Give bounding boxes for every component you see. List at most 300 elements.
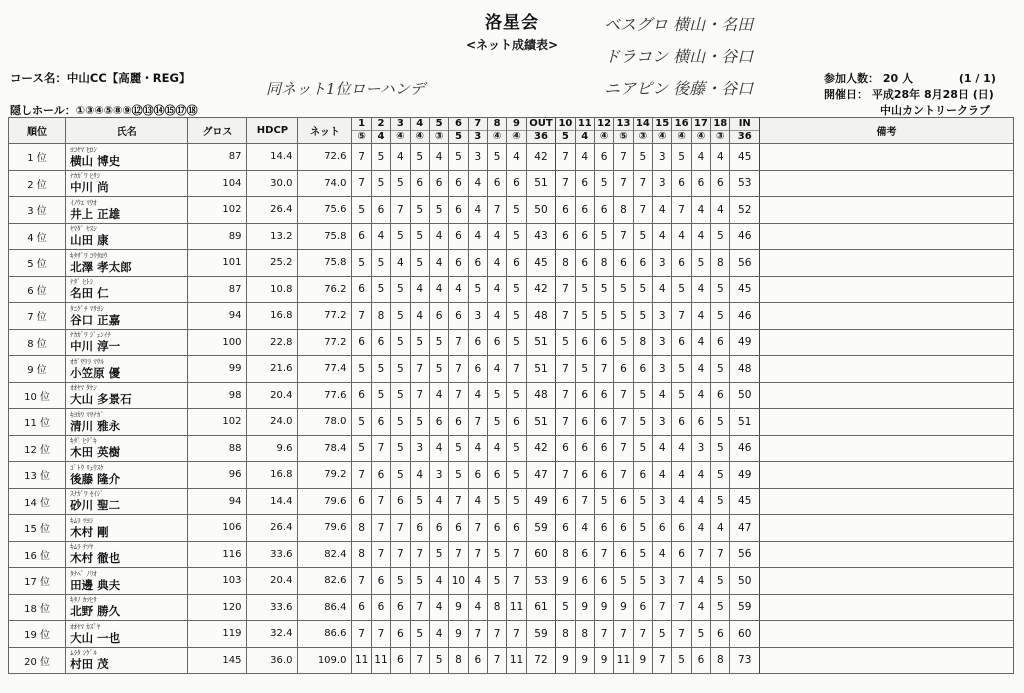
in-total-cell: 45 [730, 488, 760, 515]
header-hole-6: 6 5 [449, 118, 468, 144]
table-row [9, 568, 1014, 595]
hole-score-cell: 6 [653, 515, 672, 542]
hole-score-cell: 4 [468, 435, 487, 462]
hole-score-cell: 7 [575, 488, 594, 515]
rank-cell: 10 位 [9, 382, 66, 409]
hole-score-cell: 4 [691, 223, 710, 250]
hole-score-cell: 6 [352, 382, 371, 409]
hole-score-cell: 5 [487, 382, 506, 409]
hole-score-cell: 7 [487, 197, 506, 224]
player-name: 木村 徹也 [70, 551, 121, 566]
header-hole-1: 1 ⑤ [352, 118, 371, 144]
hole-score-cell: 6 [468, 329, 487, 356]
net-cell: 75.6 [298, 197, 352, 224]
hole-score-cell: 4 [487, 276, 506, 303]
hole-score-cell: 4 [653, 382, 672, 409]
hole-score-cell: 5 [371, 250, 390, 277]
remarks-cell [760, 541, 1014, 568]
hole-score-cell: 5 [711, 435, 730, 462]
hole-score-cell: 6 [371, 594, 390, 621]
player-name-cell [66, 647, 188, 674]
hdcp-cell: 16.8 [247, 303, 298, 330]
header-hole-5: 5 ③ [429, 118, 448, 144]
hole-score-cell: 7 [614, 223, 633, 250]
player-name: 中川 淳一 [70, 339, 121, 354]
hdcp-cell: 21.6 [247, 356, 298, 383]
hole-score-cell: 6 [449, 250, 468, 277]
net-cell: 79.6 [298, 488, 352, 515]
gross-cell: 100 [188, 329, 247, 356]
table-row [9, 250, 1014, 277]
hole-score-cell: 5 [711, 223, 730, 250]
hole-score-cell: 6 [575, 250, 594, 277]
hole-score-cell: 8 [556, 621, 575, 648]
hole-score-cell: 8 [556, 250, 575, 277]
hole-score-cell: 3 [653, 568, 672, 595]
table-row [9, 462, 1014, 489]
hole-score-cell: 7 [614, 621, 633, 648]
player-kana: ｲﾉｳｴ ﾏｻｵ [70, 198, 97, 207]
gross-cell: 94 [188, 488, 247, 515]
hole-score-cell: 4 [691, 515, 710, 542]
hole-score-cell: 5 [507, 435, 526, 462]
in-total-cell: 50 [730, 568, 760, 595]
hole-score-cell: 6 [575, 568, 594, 595]
hole-score-cell: 5 [575, 276, 594, 303]
hdcp-cell: 22.8 [247, 329, 298, 356]
hole-score-cell: 4 [711, 144, 730, 171]
hole-score-cell: 6 [556, 435, 575, 462]
net-cell: 79.2 [298, 462, 352, 489]
event-date-label: 開催日： [824, 88, 868, 101]
hole-score-cell: 4 [575, 515, 594, 542]
hole-score-cell: 5 [410, 197, 429, 224]
hole-score-cell: 5 [391, 356, 410, 383]
header-name: 氏名 [66, 118, 188, 144]
player-kana: ﾀﾆｸﾞﾁ ﾏｻﾖｼ [70, 304, 104, 313]
hole-score-cell: 6 [487, 170, 506, 197]
hole-score-cell: 5 [672, 144, 691, 171]
rank-cell: 11 位 [9, 409, 66, 436]
hole-score-cell: 5 [633, 409, 652, 436]
out-total-cell: 60 [526, 541, 556, 568]
hole-score-cell: 4 [429, 144, 448, 171]
net-cell: 77.2 [298, 329, 352, 356]
out-total-cell: 59 [526, 515, 556, 542]
hole-score-cell: 5 [575, 303, 594, 330]
hole-score-cell: 10 [449, 568, 468, 595]
hole-score-cell: 4 [672, 435, 691, 462]
hole-score-cell: 5 [391, 462, 410, 489]
player-name: 村田 茂 [70, 657, 109, 672]
hole-score-cell: 6 [371, 197, 390, 224]
hole-score-cell: 4 [468, 488, 487, 515]
hole-score-cell: 7 [410, 382, 429, 409]
hdcp-cell: 33.6 [247, 594, 298, 621]
hole-score-cell: 6 [711, 621, 730, 648]
hole-score-cell: 7 [594, 356, 613, 383]
hole-score-cell: 7 [371, 515, 390, 542]
hole-score-cell: 4 [691, 594, 710, 621]
hole-score-cell: 11 [614, 647, 633, 674]
rank-cell: 19 位 [9, 621, 66, 648]
hole-score-cell: 6 [633, 594, 652, 621]
hole-score-cell: 11 [507, 647, 526, 674]
hole-score-cell: 4 [653, 223, 672, 250]
document-title: 洛星会 [485, 13, 539, 33]
player-kana: ﾅﾀﾞ ﾋﾄｼ [70, 278, 94, 287]
hole-score-cell: 4 [691, 462, 710, 489]
player-kana: ｷﾖｶﾜ ﾏｻﾅｶﾞ [70, 410, 104, 419]
player-name-cell [66, 462, 188, 489]
net-cell: 78.0 [298, 409, 352, 436]
hole-score-cell: 6 [391, 488, 410, 515]
hole-score-cell: 3 [410, 435, 429, 462]
hole-score-cell: 7 [371, 541, 390, 568]
handwritten-note-drive-contest: ドラコン 横山・谷口 [604, 47, 754, 66]
out-total-cell: 61 [526, 594, 556, 621]
hole-score-cell: 7 [556, 409, 575, 436]
hole-score-cell: 5 [449, 435, 468, 462]
hole-score-cell: 4 [653, 197, 672, 224]
table-row [9, 382, 1014, 409]
hole-score-cell: 8 [352, 515, 371, 542]
remarks-cell [760, 303, 1014, 330]
gross-cell: 98 [188, 382, 247, 409]
hole-score-cell: 6 [352, 276, 371, 303]
hole-score-cell: 6 [449, 170, 468, 197]
out-total-cell: 51 [526, 329, 556, 356]
hdcp-cell: 10.8 [247, 276, 298, 303]
hole-score-cell: 4 [429, 621, 448, 648]
rank-cell: 2 位 [9, 170, 66, 197]
rank-cell: 8 位 [9, 329, 66, 356]
rank-cell: 15 位 [9, 515, 66, 542]
hole-score-cell: 6 [507, 250, 526, 277]
hole-score-cell: 7 [391, 197, 410, 224]
hole-score-cell: 6 [575, 223, 594, 250]
player-name-cell [66, 223, 188, 250]
in-total-cell: 52 [730, 197, 760, 224]
table-row [9, 488, 1014, 515]
hole-score-cell: 9 [575, 647, 594, 674]
hole-score-cell: 5 [371, 144, 390, 171]
hole-score-cell: 4 [468, 223, 487, 250]
hole-score-cell: 5 [352, 435, 371, 462]
player-kana: ﾑﾗﾀ ｼｹﾞﾙ [70, 649, 97, 658]
hole-score-cell: 7 [371, 435, 390, 462]
hole-score-cell: 6 [633, 250, 652, 277]
hole-score-cell: 4 [691, 382, 710, 409]
hole-score-cell: 6 [556, 197, 575, 224]
out-total-cell: 53 [526, 568, 556, 595]
hole-score-cell: 5 [594, 488, 613, 515]
header-in: IN 36 [730, 118, 760, 144]
out-total-cell: 43 [526, 223, 556, 250]
header-out: OUT 36 [526, 118, 556, 144]
hole-score-cell: 6 [487, 329, 506, 356]
hole-score-cell: 7 [633, 197, 652, 224]
table-row [9, 276, 1014, 303]
in-total-cell: 59 [730, 594, 760, 621]
hole-score-cell: 5 [410, 250, 429, 277]
hole-score-cell: 6 [449, 515, 468, 542]
gross-cell: 99 [188, 356, 247, 383]
hole-score-cell: 5 [449, 144, 468, 171]
hole-score-cell: 9 [556, 647, 575, 674]
hole-score-cell: 7 [371, 621, 390, 648]
header-hdcp: HDCP [247, 118, 298, 144]
hole-score-cell: 6 [352, 223, 371, 250]
hole-score-cell: 6 [449, 197, 468, 224]
hole-score-cell: 5 [507, 382, 526, 409]
hole-score-cell: 5 [633, 488, 652, 515]
hole-score-cell: 5 [633, 144, 652, 171]
player-name: 木村 剛 [70, 524, 109, 539]
handwritten-note-nearest-pin: ニアピン 後藤・谷口 [604, 79, 754, 98]
hole-score-cell: 6 [672, 409, 691, 436]
hole-score-cell: 6 [487, 515, 506, 542]
hole-score-cell: 4 [429, 276, 448, 303]
in-total-cell: 46 [730, 223, 760, 250]
net-cell: 79.6 [298, 515, 352, 542]
table-row [9, 329, 1014, 356]
player-kana: ﾖｺﾔﾏ ﾋﾛｼ [70, 145, 97, 154]
gross-cell: 87 [188, 144, 247, 171]
in-total-cell: 73 [730, 647, 760, 674]
hole-score-cell: 4 [429, 568, 448, 595]
hole-score-cell: 4 [487, 223, 506, 250]
hole-score-cell: 6 [449, 409, 468, 436]
hole-score-cell: 7 [468, 541, 487, 568]
out-total-cell: 48 [526, 303, 556, 330]
hole-score-cell: 7 [507, 541, 526, 568]
net-cell: 72.6 [298, 144, 352, 171]
hole-score-cell: 7 [352, 144, 371, 171]
hole-score-cell: 5 [352, 197, 371, 224]
hole-score-cell: 5 [429, 197, 448, 224]
net-cell: 82.4 [298, 541, 352, 568]
hole-score-cell: 4 [672, 488, 691, 515]
player-name-cell [66, 435, 188, 462]
hole-score-cell: 7 [410, 594, 429, 621]
hole-score-cell: 7 [653, 647, 672, 674]
out-total-cell: 42 [526, 435, 556, 462]
remarks-cell [760, 276, 1014, 303]
hole-score-cell: 5 [352, 409, 371, 436]
hole-score-cell: 5 [410, 409, 429, 436]
hole-score-cell: 7 [556, 356, 575, 383]
hole-score-cell: 5 [371, 276, 390, 303]
remarks-cell [760, 488, 1014, 515]
hole-score-cell: 4 [691, 197, 710, 224]
rank-cell: 5 位 [9, 250, 66, 277]
hole-score-cell: 3 [468, 144, 487, 171]
in-total-cell: 45 [730, 276, 760, 303]
player-kana: ｷﾑﾗ ﾃﾂﾔ [70, 543, 94, 552]
rank-cell: 3 位 [9, 197, 66, 224]
hole-score-cell: 8 [711, 250, 730, 277]
hole-score-cell: 6 [429, 170, 448, 197]
out-total-cell: 47 [526, 462, 556, 489]
hole-score-cell: 7 [468, 409, 487, 436]
rank-cell: 7 位 [9, 303, 66, 330]
hole-score-cell: 5 [633, 515, 652, 542]
hole-score-cell: 6 [429, 515, 448, 542]
hole-score-cell: 5 [429, 329, 448, 356]
rank-cell: 12 位 [9, 435, 66, 462]
hole-score-cell: 4 [429, 488, 448, 515]
hole-score-cell: 5 [507, 303, 526, 330]
player-name: 北澤 孝太郎 [70, 259, 132, 274]
in-total-cell: 60 [730, 621, 760, 648]
gross-cell: 120 [188, 594, 247, 621]
hole-score-cell: 6 [575, 435, 594, 462]
in-total-cell: 56 [730, 541, 760, 568]
hole-score-cell: 4 [487, 250, 506, 277]
net-cell: 76.2 [298, 276, 352, 303]
remarks-cell [760, 223, 1014, 250]
hole-score-cell: 4 [691, 276, 710, 303]
hole-score-cell: 6 [391, 647, 410, 674]
hole-score-cell: 7 [556, 276, 575, 303]
hole-score-cell: 7 [556, 170, 575, 197]
event-date-value: 平成28年 8月28日 (日) [871, 88, 994, 101]
hole-score-cell: 7 [614, 409, 633, 436]
hdcp-cell: 16.8 [247, 462, 298, 489]
hole-score-cell: 7 [371, 488, 390, 515]
hole-score-cell: 3 [653, 303, 672, 330]
header-hole-8: 8 ④ [487, 118, 506, 144]
hole-score-cell: 7 [449, 488, 468, 515]
hole-score-cell: 6 [594, 329, 613, 356]
player-kana: ﾀﾅﾍﾞ ﾉﾘｵ [70, 569, 97, 578]
hole-score-cell: 4 [487, 303, 506, 330]
out-total-cell: 50 [526, 197, 556, 224]
hole-score-cell: 9 [633, 647, 652, 674]
in-total-cell: 49 [730, 462, 760, 489]
player-kana: ｷﾑﾗ ﾂﾖｼ [70, 516, 94, 525]
header-row [9, 118, 1014, 144]
hole-score-cell: 4 [672, 223, 691, 250]
hole-score-cell: 6 [711, 170, 730, 197]
hole-score-cell: 6 [711, 329, 730, 356]
hole-score-cell: 5 [507, 197, 526, 224]
rank-cell: 6 位 [9, 276, 66, 303]
hole-score-cell: 6 [575, 409, 594, 436]
rank-cell: 1 位 [9, 144, 66, 171]
hole-score-cell: 4 [468, 594, 487, 621]
hole-score-cell: 3 [653, 409, 672, 436]
header-hole-4: 4 ④ [410, 118, 429, 144]
out-total-cell: 51 [526, 356, 556, 383]
hole-score-cell: 7 [614, 382, 633, 409]
player-kana: ｷﾀﾉ ｶﾂﾋｻ [70, 596, 97, 605]
hole-score-cell: 9 [594, 647, 613, 674]
hole-score-cell: 5 [391, 382, 410, 409]
hole-score-cell: 5 [391, 223, 410, 250]
hole-score-cell: 6 [594, 568, 613, 595]
hole-score-cell: 7 [487, 647, 506, 674]
hole-score-cell: 5 [556, 594, 575, 621]
hole-score-cell: 9 [575, 594, 594, 621]
header-hole-15: 15 ④ [653, 118, 672, 144]
hole-score-cell: 5 [672, 647, 691, 674]
hdcp-cell: 20.4 [247, 568, 298, 595]
hole-score-cell: 8 [449, 647, 468, 674]
hole-score-cell: 7 [672, 197, 691, 224]
out-total-cell: 42 [526, 144, 556, 171]
player-kana: ｽﾅｶﾞﾜ ｾｲｼﾞ [70, 490, 104, 499]
player-kana: ｵｵﾔﾏ ｶｽﾞﾔ [70, 622, 101, 631]
hdcp-cell: 13.2 [247, 223, 298, 250]
results-body [9, 144, 1014, 674]
hole-score-cell: 6 [429, 303, 448, 330]
in-total-cell: 56 [730, 250, 760, 277]
hole-score-cell: 7 [594, 621, 613, 648]
hdcp-cell: 9.6 [247, 435, 298, 462]
hole-score-cell: 7 [614, 462, 633, 489]
hole-score-cell: 8 [575, 621, 594, 648]
gross-cell: 145 [188, 647, 247, 674]
hole-score-cell: 7 [672, 594, 691, 621]
document-subtitle: <ネット成績表> [465, 38, 559, 52]
header-hole-16: 16 ④ [672, 118, 691, 144]
hole-score-cell: 6 [507, 409, 526, 436]
course-name: コース名：中山CC【高麗・REG】 [10, 71, 191, 85]
header-hole-17: 17 ④ [691, 118, 710, 144]
hole-score-cell: 7 [352, 621, 371, 648]
hole-score-cell: 4 [410, 303, 429, 330]
hole-score-cell: 4 [691, 568, 710, 595]
hole-score-cell: 7 [410, 541, 429, 568]
hole-score-cell: 6 [468, 462, 487, 489]
hole-score-cell: 6 [672, 541, 691, 568]
hole-score-cell: 6 [575, 382, 594, 409]
hole-score-cell: 4 [468, 197, 487, 224]
in-total-cell: 53 [730, 170, 760, 197]
remarks-cell [760, 462, 1014, 489]
remarks-cell [760, 170, 1014, 197]
hdcp-cell: 32.4 [247, 621, 298, 648]
header-remarks: 備考 [760, 118, 1014, 144]
hole-score-cell: 3 [429, 462, 448, 489]
player-name: 名田 仁 [70, 286, 109, 301]
hole-score-cell: 5 [594, 170, 613, 197]
header-hole-14: 14 ③ [633, 118, 652, 144]
header-hole-7: 7 3 [468, 118, 487, 144]
gross-cell: 87 [188, 276, 247, 303]
net-cell: 109.0 [298, 647, 352, 674]
hole-score-cell: 6 [594, 462, 613, 489]
hole-score-cell: 6 [410, 170, 429, 197]
hole-score-cell: 5 [633, 276, 652, 303]
rank-cell: 13 位 [9, 462, 66, 489]
player-name-cell [66, 515, 188, 542]
hole-score-cell: 5 [352, 356, 371, 383]
hole-score-cell: 8 [711, 647, 730, 674]
player-name-cell [66, 250, 188, 277]
hole-score-cell: 6 [594, 382, 613, 409]
hole-score-cell: 7 [352, 303, 371, 330]
rank-cell: 4 位 [9, 223, 66, 250]
table-row [9, 223, 1014, 250]
hole-score-cell: 9 [594, 594, 613, 621]
remarks-cell [760, 382, 1014, 409]
hole-score-cell: 5 [371, 382, 390, 409]
hole-score-cell: 7 [410, 647, 429, 674]
table-row [9, 170, 1014, 197]
